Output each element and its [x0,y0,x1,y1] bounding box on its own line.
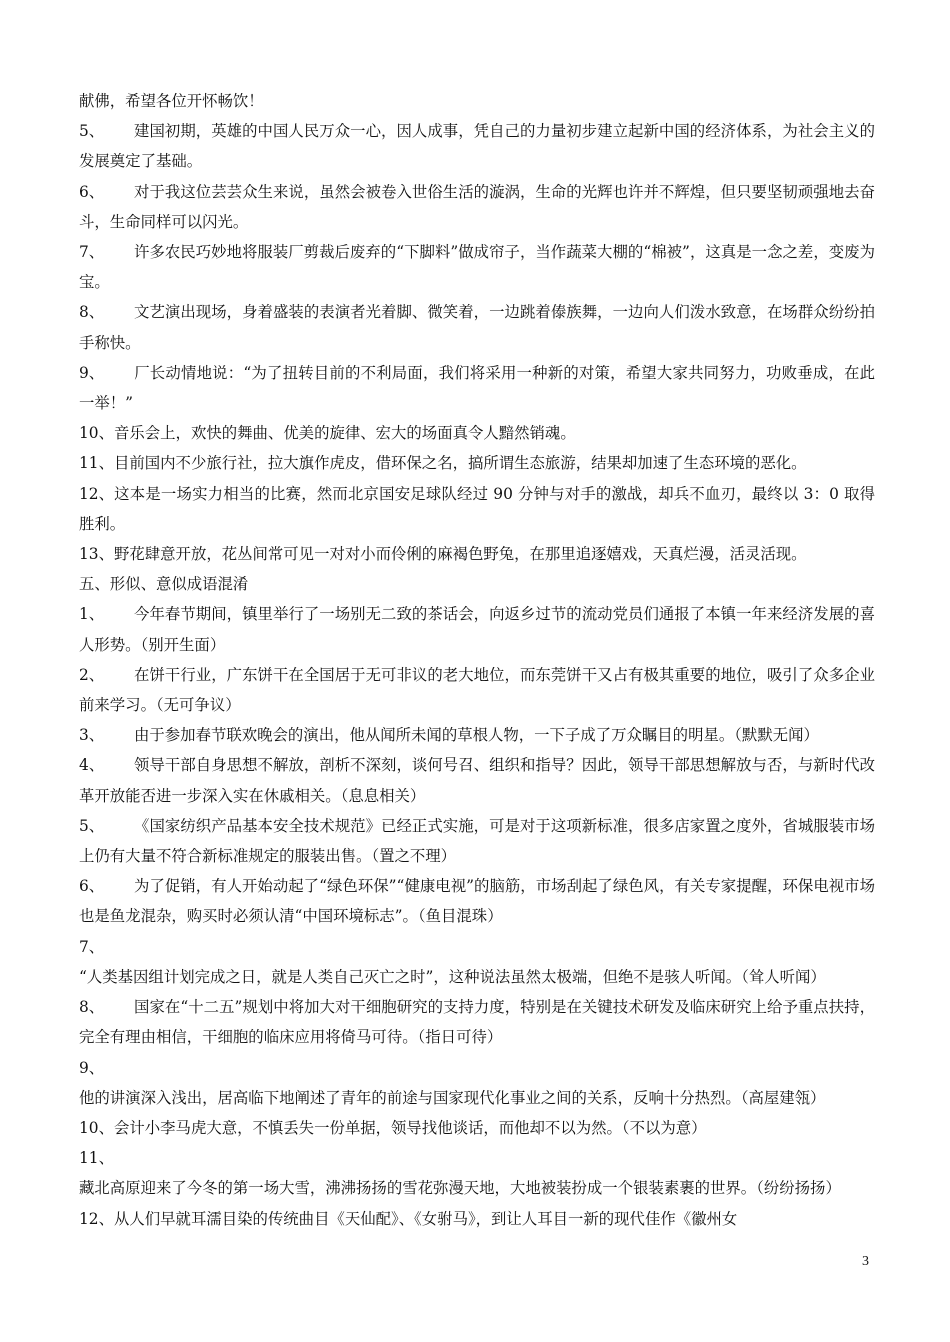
list-item [79,932,875,992]
list-item [79,297,875,357]
item-text: 藏北高原迎来了今冬的第一场大雪，沸沸扬扬的雪花弥漫天地，大地被装扮成一个银装素裹的世界。（纷纷扬扬） [79,1179,841,1198]
item-text: “人类基因组计划完成之日，就是人类自己灭亡之时”，这种说法虽然太极端，但绝不是骇人听闻。（耸人听闻） [79,967,826,986]
list-item [79,811,875,871]
item-text: 他的讲演深入浅出，居高临下地阐述了青年的前途与国家现代化事业之间的关系，反响十分热烈。（高屋建瓴） [79,1088,826,1107]
paragraph [79,86,875,116]
item-number: 11、 [79,1149,114,1168]
list-item [79,177,875,237]
item-text: 对于我这位芸芸众生来说，虽然会被卷入世俗生活的漩涡，生命的光辉也许并不辉煌，但只要坚韧顽强地去奋斗，生命同样可以闪光。 [79,182,875,231]
item-text: 许多农民巧妙地将服装厂剪裁后废弃的“下脚料”做成帘子，当作蔬菜大棚的“棉被”，这真是一念之差，变废为宝。 [79,243,875,292]
list-item [79,871,875,931]
item-text: 由于参加春节联欢晚会的演出，他从闻所未闻的草根人物，一下子成了万众瞩目的明星。（默默无闻） [134,726,819,745]
item-number: 6、 [79,877,105,896]
item-number: 5、 [79,816,105,835]
item-text: 为了促销，有人开始动起了“绿色环保”“健康电视”的脑筋，市场刮起了绿色风，有关专家提醒，环保电视市场也是鱼龙混杂，购买时必须认清“中国环境标志”。（鱼目混珠） [79,877,875,926]
item-number: 9、 [79,363,105,382]
list-item [79,1143,875,1203]
document-body [79,86,875,1234]
list-item [79,720,875,750]
item-text: 会计小李马虎大意，不慎丢失一份单据，领导找他谈话，而他却不以为然。（不以为意） [113,1118,707,1137]
item-number: 2、 [79,665,105,684]
item-number: 5、 [79,122,105,141]
item-number: 13、 [79,545,114,564]
item-text: 这本是一场实力相当的比赛，然而北京国安足球队经过 90 分钟与对手的激战，却兵不血刃，最终以 3：0 取得胜利。 [79,484,875,533]
list-item [79,1204,875,1234]
list-item [79,750,875,810]
item-number: 12、 [79,1209,114,1228]
item-number: 7、 [79,243,105,262]
section-heading: 五、形似、意似成语混淆 [79,575,249,594]
list-item [79,479,875,539]
list-item [79,1053,875,1113]
item-number: 8、 [79,303,105,322]
item-text: 《国家纺织产品基本安全技术规范》已经正式实施，可是对于这项新标准，很多店家置之度外，省城服装市场上仍有大量不符合新标准规定的服装出售。（置之不理） [79,816,875,866]
list-item [79,418,875,448]
item-number: 6、 [79,182,105,201]
list-item [79,116,875,176]
item-number: 10、 [79,1118,114,1137]
item-text: 国家在“十二五”规划中将加大对干细胞研究的支持力度，特别是在关键技术研发及临床研究上给予重点扶持，完全有理由相信，干细胞的临床应用将倚马可待。（指日可待） [79,998,875,1047]
item-number: 7、 [79,937,105,956]
item-text: 文艺演出现场，身着盛装的表演者光着脚、微笑着，一边跳着傣族舞，一边向人们泼水致意，在场群众纷纷拍手称快。 [79,303,875,352]
item-text: 野花肆意开放，花丛间常可见一对对小而伶俐的麻褐色野兔，在那里追逐嬉戏，天真烂漫，活灵活现。 [113,545,807,564]
item-number: 4、 [79,756,105,775]
item-text: 音乐会上，欢快的舞曲、优美的旋律、宏大的场面真令人黯然销魂。 [113,424,576,443]
page-number: 3 [862,1254,869,1269]
list-item [79,237,875,297]
item-text: 在饼干行业，广东饼干在全国居于无可非议的老大地位，而东莞饼干又占有极其重要的地位，吸引了众多企业前来学习。（无可争议） [79,665,875,715]
item-number: 3、 [79,726,105,745]
item-number: 10、 [79,424,114,443]
item-text: 今年春节期间，镇里举行了一场别无二致的茶话会，向返乡过节的流动党员们通报了本镇一年来经济发展的喜人形势。（别开生面） [79,605,875,654]
list-item [79,660,875,720]
list-item [79,539,875,569]
item-text: 从人们早就耳濡目染的传统曲目《天仙配》、《女驸马》，到让人耳目一新的现代佳作《徽州女 [113,1209,738,1228]
item-number: 12、 [79,484,114,503]
item-number: 9、 [79,1058,105,1077]
paragraph-text: 献佛，希望各位开怀畅饮！ [79,92,264,110]
list-item [79,358,875,418]
item-text: 领导干部自身思想不解放，剖析不深刻，谈何号召、组织和指导？因此，领导干部思想解放与否，与新时代改革开放能否进一步深入实在休戚相关。（息息相关） [79,756,875,805]
item-number: 11、 [79,454,114,473]
list-item [79,1113,875,1143]
list-item [79,599,875,659]
item-text: 厂长动情地说：“为了扭转目前的不利局面，我们将采用一种新的对策，希望大家共同努力，功败垂成，在此一举！” [79,363,875,413]
list-item [79,992,875,1052]
item-text: 目前国内不少旅行社，拉大旗作虎皮，借环保之名，搞所谓生态旅游，结果却加速了生态环境的恶化。 [113,454,807,473]
item-number: 1、 [79,605,105,624]
item-text: 建国初期，英雄的中国人民万众一心，因人成事，凭自己的力量初步建立起新中国的经济体系，为社会主义的发展奠定了基础。 [79,122,875,171]
item-number: 8、 [79,998,105,1017]
list-item [79,448,875,478]
